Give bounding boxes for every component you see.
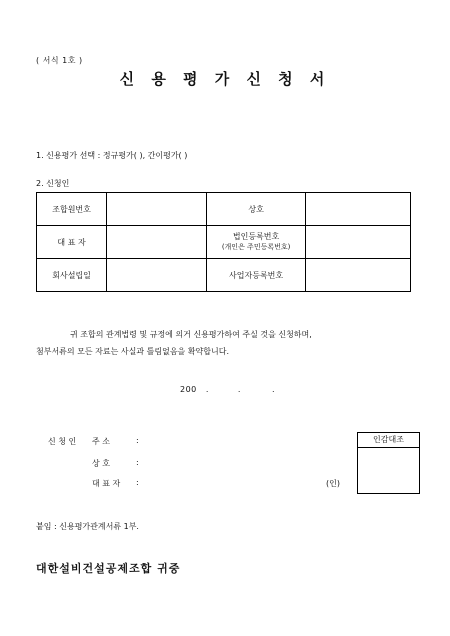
table-row [37,259,411,292]
addressee: 대한설비건설공제조합 귀중 [36,562,181,575]
seal-verification-title: 인감대조 [358,433,419,448]
date-separator: . [205,385,209,394]
date-separator: . [272,385,276,394]
applicant-section-heading: 2. 신청인 [36,179,70,188]
attachment-note: 붙임 : 신용평가관계서류 1부. [36,522,139,531]
document-title: 신 용 평 가 신 청 서 [119,70,331,88]
corporate-registration-field[interactable] [306,226,411,259]
business-registration-field[interactable] [306,259,411,292]
table-row [37,193,411,226]
member-number-field[interactable] [107,193,207,226]
establishment-date-field[interactable] [107,259,207,292]
corporate-registration-label-line2: (개인은 주민등록번호) [221,243,291,251]
company-colon: : [136,458,139,467]
address-colon: : [136,436,139,445]
date-year: 200 [180,385,197,394]
corporate-registration-label [206,226,306,259]
business-registration-label: 사업자등록번호 [206,259,306,292]
seal-verification-box [357,432,420,494]
company-name-field[interactable] [306,193,411,226]
representative-colon: : [136,478,139,487]
application-date [180,385,275,394]
seal-mark: (인) [326,479,340,488]
establishment-date-label: 회사설립일 [37,259,107,292]
form-number: ( 서식 1호 ) [36,56,83,65]
member-number-label: 조합원번호 [37,193,107,226]
table-row [37,226,411,259]
evaluation-type-selection: 1. 신용평가 선택 : 정규평가( ), 간이평가( ) [36,151,188,160]
representative-label: 대 표 자 [37,226,107,259]
company-label: 상 호 [92,459,110,468]
representative-sign-label: 대 표 자 [92,479,121,488]
representative-field[interactable] [107,226,207,259]
statement-line-2: 첨부서류의 모든 자료는 사실과 틀림없음을 확약합니다. [36,347,229,356]
address-label: 주 소 [92,437,110,446]
corporate-registration-label-line1: 법인등록번호 [232,232,280,241]
applicant-info-table [36,192,411,292]
date-separator: . [237,385,241,394]
applicant-label: 신 청 인 [48,437,77,446]
statement-line-1: 귀 조합의 관계법령 및 규정에 의거 신용평가하여 주실 것을 신청하며, [70,330,312,339]
company-name-label: 상호 [206,193,306,226]
statement-paragraph [36,326,416,360]
